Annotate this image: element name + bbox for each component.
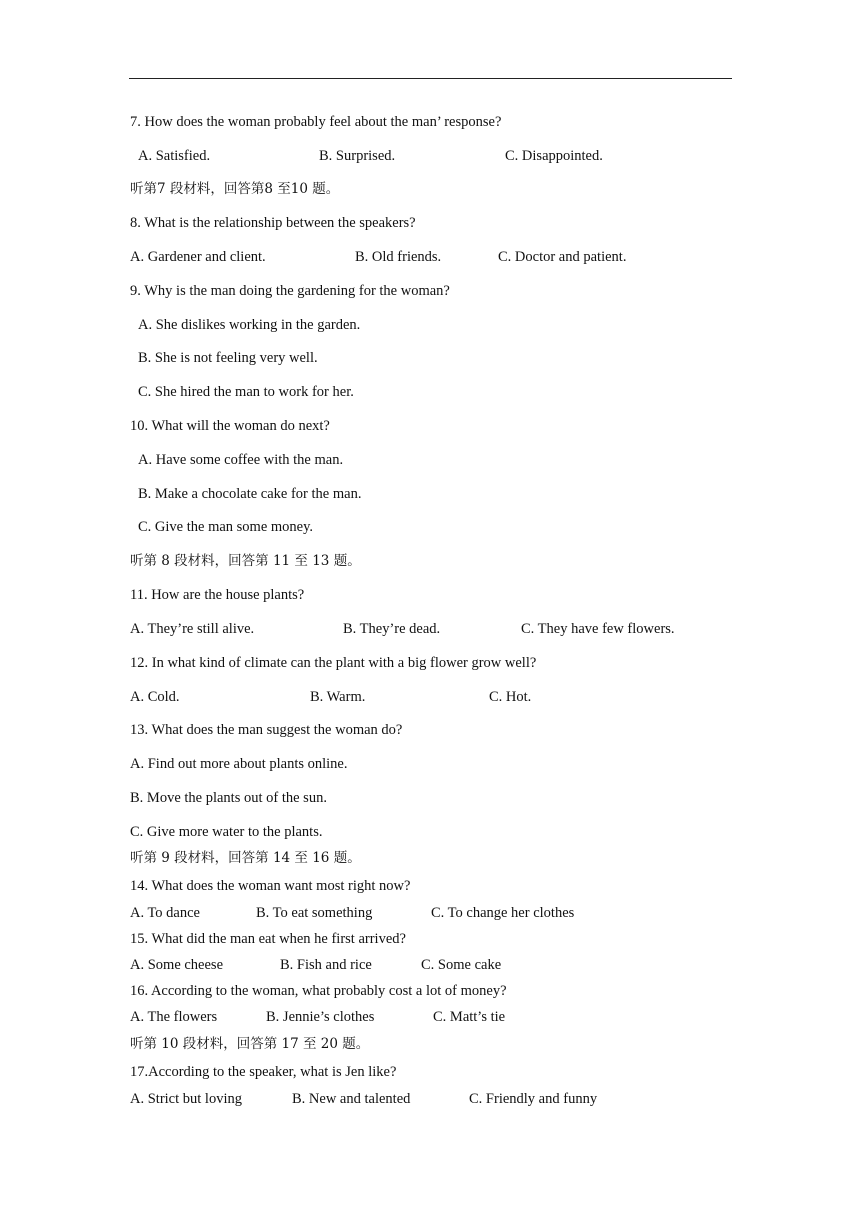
question-12-stem: 12. In what kind of climate can the plant with a big flower grow well?	[130, 655, 537, 671]
question-12-option-a: A. Cold.	[130, 689, 180, 705]
question-8-stem: 8. What is the relationship between the speakers?	[130, 215, 416, 231]
question-11-stem: 11. How are the house plants?	[130, 587, 305, 603]
question-10-option-b: B. Make a chocolate cake for the man.	[138, 486, 362, 502]
question-11-option-c: C. They have few flowers.	[521, 621, 675, 637]
question-15-option-b: B. Fish and rice	[280, 957, 372, 973]
question-15-option-c: C. Some cake	[421, 957, 502, 973]
question-9-option-b: B. She is not feeling very well.	[138, 350, 318, 366]
question-17-option-a: A. Strict but loving	[130, 1091, 242, 1107]
question-15-option-a: A. Some cheese	[130, 957, 224, 973]
header-rule	[129, 78, 732, 79]
question-10-option-a: A. Have some coffee with the man.	[138, 452, 344, 468]
question-8-option-b: B. Old friends.	[355, 249, 442, 265]
question-16-option-c: C. Matt’s tie	[433, 1009, 506, 1025]
question-10-stem: 10. What will the woman do next?	[130, 418, 330, 434]
section-8-instruction: 听第 8 段材料，回答第 11 至 13 题。	[130, 553, 361, 569]
question-14-option-a: A. To dance	[130, 905, 200, 921]
section-7-instruction: 听第7 段材料，回答第8 至10 题。	[130, 181, 340, 197]
question-16-option-a: A. The flowers	[130, 1009, 218, 1025]
question-7-option-c: C. Disappointed.	[505, 148, 603, 164]
question-8-option-a: A. Gardener and client.	[130, 249, 266, 265]
question-16-stem: 16. According to the woman, what probably cost a lot of money?	[130, 983, 507, 999]
question-11-option-b: B. They’re dead.	[343, 621, 441, 637]
question-7-stem: 7. How does the woman probably feel about the man’ response?	[130, 114, 502, 130]
question-13-option-a: A. Find out more about plants online.	[130, 756, 348, 772]
question-17-option-c: C. Friendly and funny	[469, 1091, 598, 1107]
question-9-stem: 9. Why is the man doing the gardening for the woman?	[130, 283, 450, 299]
question-17-stem: 17.According to the speaker, what is Jen like?	[130, 1064, 397, 1080]
question-13-option-b: B. Move the plants out of the sun.	[130, 790, 327, 806]
question-8-option-c: C. Doctor and patient.	[498, 249, 627, 265]
question-12-option-b: B. Warm.	[310, 689, 366, 705]
question-7-option-b: B. Surprised.	[319, 148, 396, 164]
question-11-option-a: A. They’re still alive.	[130, 621, 255, 637]
question-10-option-c: C. Give the man some money.	[138, 519, 314, 535]
question-9-option-c: C. She hired the man to work for her.	[138, 384, 354, 400]
question-14-option-b: B. To eat something	[256, 905, 373, 921]
question-14-stem: 14. What does the woman want most right now?	[130, 878, 411, 894]
question-17-option-b: B. New and talented	[292, 1091, 411, 1107]
section-9-instruction: 听第 9 段材料，回答第 14 至 16 题。	[130, 850, 361, 866]
question-12-option-c: C. Hot.	[489, 689, 532, 705]
question-13-stem: 13. What does the man suggest the woman do?	[130, 722, 403, 738]
section-10-instruction: 听第 10 段材料，回答第 17 至 20 题。	[130, 1036, 370, 1052]
question-13-option-c: C. Give more water to the plants.	[130, 824, 323, 840]
question-16-option-b: B. Jennie’s clothes	[266, 1009, 375, 1025]
question-14-option-c: C. To change her clothes	[431, 905, 575, 921]
question-7-option-a: A. Satisfied.	[138, 148, 211, 164]
question-15-stem: 15. What did the man eat when he first arrived?	[130, 931, 406, 947]
question-9-option-a: A. She dislikes working in the garden.	[138, 317, 361, 333]
